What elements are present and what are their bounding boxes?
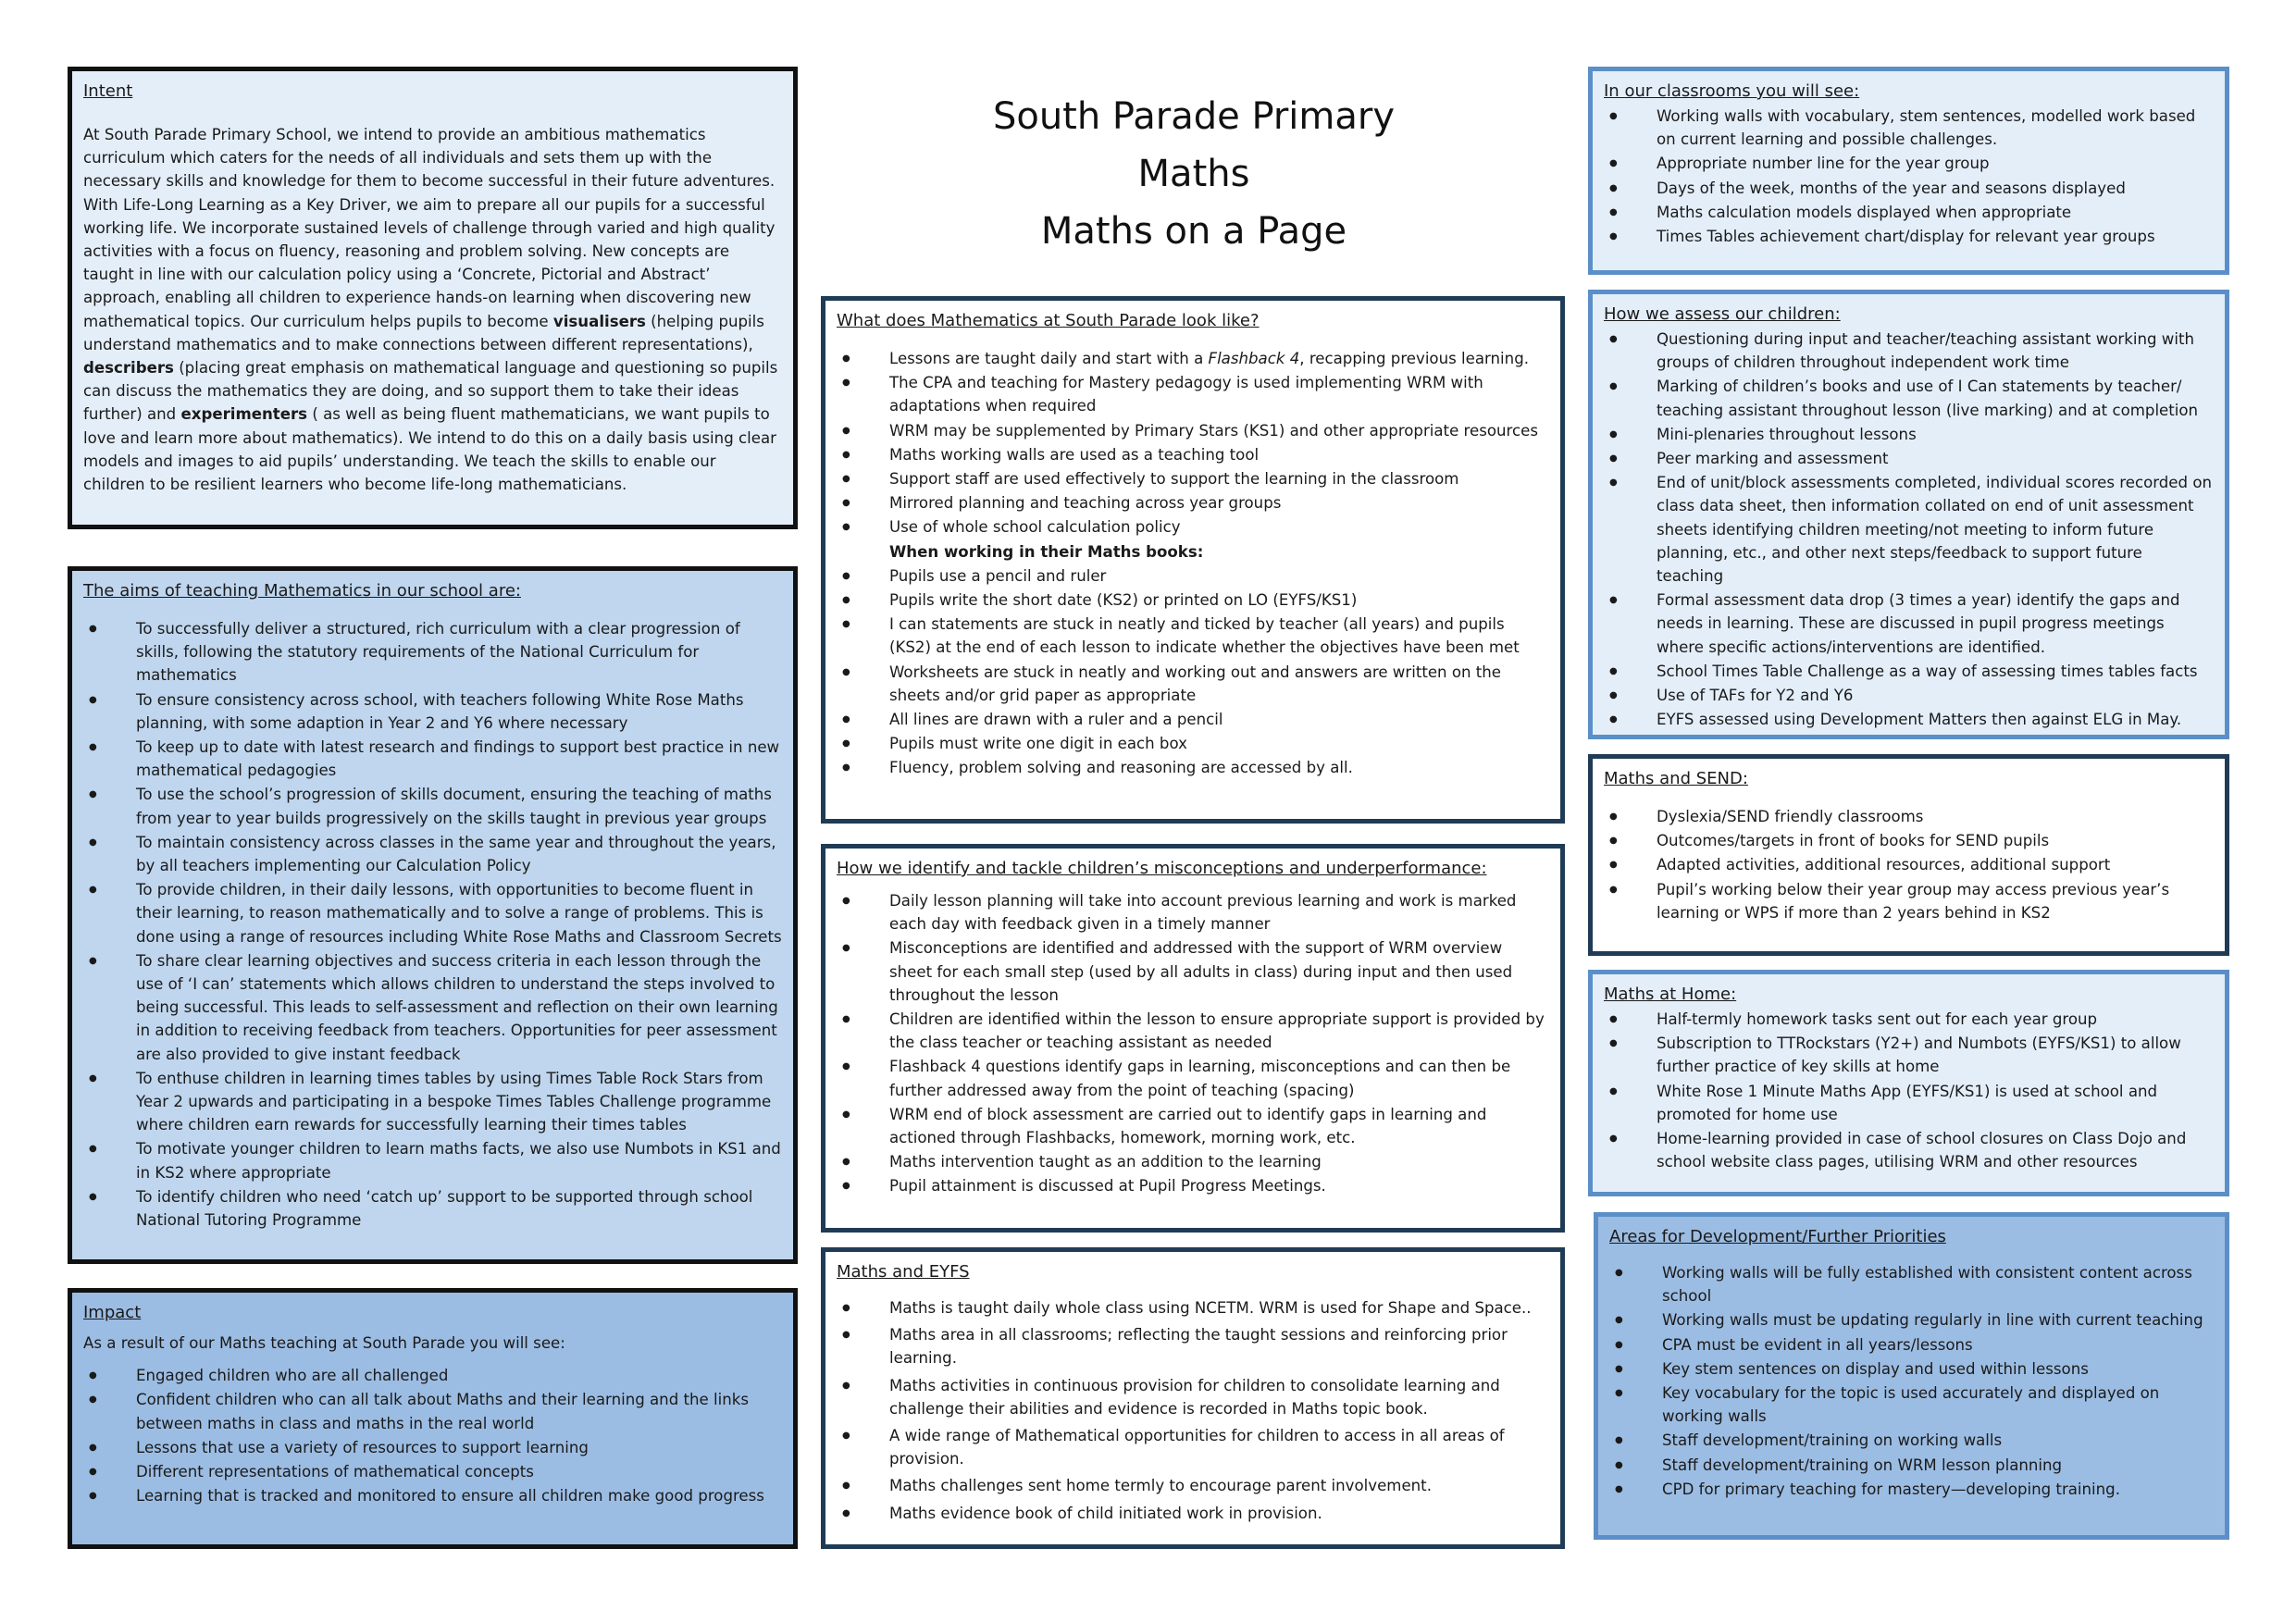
list-item: ● Maths working walls are used as a teaching tool: [837, 443, 1549, 466]
intent-visualisers: visualisers: [552, 312, 646, 330]
misconceptions-list: [837, 889, 1549, 1198]
list-item: ● Peer marking and assessment: [1604, 447, 2214, 470]
eyfs-list: [837, 1296, 1549, 1525]
list-item: ● Use of TAFs for Y2 and Y6: [1604, 684, 2214, 707]
list-item: ● Key vocabulary for the topic is used accurately and displayed on working walls: [1609, 1381, 2214, 1428]
impact-box: [68, 1288, 798, 1549]
development-list: [1609, 1261, 2214, 1501]
list-item: ● White Rose 1 Minute Maths App (EYFS/KS1) is used at school and promoted for home use: [1604, 1080, 2214, 1126]
list-item: ● Maths is taught daily whole class using NCETM. WRM is used for Shape and Space..: [837, 1296, 1549, 1319]
look-like-list: [837, 347, 1549, 780]
intent-seg4: ( as well as being fluent mathematicians, we want pupils to love and learn more about mathematics). We intend to do this on a daily basis using clear models and images to aid pupils’ understanding. We teach the skills to enable our children to be resilient learners who become life-long mathematicians.: [83, 405, 776, 494]
list-item: ● School Times Table Challenge as a way of assessing times tables facts: [1604, 660, 2214, 683]
flashback-term: Flashback 4: [1208, 350, 1300, 367]
list-item: ● I can statements are stuck in neatly and ticked by teacher (all years) and pupils (KS2) at the end of each lesson to indicate whether the objectives have been met: [837, 613, 1549, 659]
list-item: ● Key stem sentences on display and used within lessons: [1609, 1357, 2214, 1381]
list-item: ● To provide children, in their daily lessons, with opportunities to become fluent in their learning, to reason mathematically and to solve a range of problems. This is done using a range of resources including White Rose Maths and Classroom Secrets: [83, 878, 782, 948]
intent-describers: describers: [83, 359, 174, 378]
send-box: [1588, 754, 2229, 956]
list-item: ● Learning that is tracked and monitored to ensure all children make good progress: [83, 1484, 782, 1507]
list-item: ● Use of whole school calculation policy: [837, 515, 1549, 539]
list-item: ● CPD for primary teaching for mastery—developing training.: [1609, 1478, 2214, 1501]
look-like-first-post: , recapping previous learning.: [1299, 350, 1529, 367]
eyfs-box: [821, 1247, 1565, 1549]
list-item: ● Misconceptions are identified and addressed with the support of WRM overview sheet for each small step (used by all adults in class) during input and then used throughout the lesson: [837, 936, 1549, 1007]
list-item: ● Working walls will be fully established with consistent content across school: [1609, 1261, 2214, 1307]
list-item: ● Mirrored planning and teaching across year groups: [837, 491, 1549, 514]
classrooms-list: [1604, 105, 2214, 248]
list-item: ● Mini-plenaries throughout lessons: [1604, 423, 2214, 446]
intent-seg3: (placing great emphasis on mathematical language and questioning so pupils can discuss the mathematics they are doing, and so support them to take their ideas further) and: [83, 359, 778, 424]
misconceptions-heading: How we identify and tackle children’s misconceptions and underperformance:: [837, 859, 1487, 878]
list-item: ● Questioning during input and teacher/teaching assistant working with groups of children throughout independent work time: [1604, 328, 2214, 374]
list-item: ● Formal assessment data drop (3 times a year) identify the gaps and needs in learning. These are discussed in pupil progress meetings where specific actions/interventions are identified.: [1604, 588, 2214, 659]
list-item: ● End of unit/block assessments completed, individual scores recorded on class data sheet, then information collated on end of unit assessment sheets identifying children meeting/not meeting to inform future planning, etc., and other next steps/feedback to support future teaching: [1604, 471, 2214, 588]
misconceptions-box: [821, 844, 1565, 1233]
list-item: ● To ensure consistency across school, with teachers following White Rose Maths planning, with some adaption in Year 2 and Y6 where necessary: [83, 688, 782, 735]
list-item: ● Maths area in all classrooms; reflecting the taught sessions and reinforcing prior learning.: [837, 1323, 1549, 1369]
list-item: [837, 347, 1549, 370]
list-item: ● Days of the week, months of the year and seasons displayed: [1604, 177, 2214, 200]
list-item: ● Maths activities in continuous provision for children to consolidate learning and challenge their abilities and evidence is recorded in Maths topic book.: [837, 1374, 1549, 1420]
list-item: ● Children are identified within the lesson to ensure appropriate support is provided by the class teacher or teaching assistant as needed: [837, 1008, 1549, 1054]
page-title-block: [814, 88, 1573, 260]
school-name: South Parade Primary: [992, 95, 1396, 138]
look-like-box: [821, 296, 1565, 824]
list-item: ● Maths calculation models displayed when appropriate: [1604, 201, 2214, 224]
document-name: Maths on a Page: [1040, 210, 1347, 253]
aims-list: [83, 617, 782, 1232]
list-item: ● Different representations of mathematical concepts: [83, 1460, 782, 1483]
list-item: ● Staff development/training on working walls: [1609, 1429, 2214, 1452]
list-item: ● WRM end of block assessment are carried out to identify gaps in learning and actioned through Flashbacks, homework, morning work, etc.: [837, 1103, 1549, 1149]
list-item: ● The CPA and teaching for Mastery pedagogy is used implementing WRM with adaptations when required: [837, 371, 1549, 417]
list-item: ● All lines are drawn with a ruler and a pencil: [837, 708, 1549, 731]
list-item: ● Marking of children’s books and use of I Can statements by teacher/ teaching assistant throughout lesson (live marking) and at completion: [1604, 375, 2214, 421]
intent-box: [68, 67, 798, 529]
list-item: ● Times Tables achievement chart/display for relevant year groups: [1604, 225, 2214, 248]
list-item: ● Support staff are used effectively to support the learning in the classroom: [837, 467, 1549, 490]
list-item: ● Daily lesson planning will take into account previous learning and work is marked each day with feedback given in a timely manner: [837, 889, 1549, 935]
list-item: ● Working walls with vocabulary, stem sentences, modelled work based on current learning and possible challenges.: [1604, 105, 2214, 151]
list-item: ● EYFS assessed using Development Matters then against ELG in May.: [1604, 708, 2214, 731]
list-item: ● Appropriate number line for the year group: [1604, 152, 2214, 175]
list-item: ● To keep up to date with latest research and findings to support best practice in new mathematical pedagogies: [83, 736, 782, 782]
list-item: ● Pupil attainment is discussed at Pupil Progress Meetings.: [837, 1174, 1549, 1197]
intent-experimenters: experimenters: [180, 405, 308, 424]
send-list: [1604, 805, 2214, 924]
list-item: ● To maintain consistency across classes in the same year and throughout the years, by all teachers implementing our Calculation Policy: [83, 831, 782, 877]
list-item: ● Adapted activities, additional resources, additional support: [1604, 853, 2214, 876]
list-item: ● Engaged children who are all challenged: [83, 1364, 782, 1387]
list-item: ● Lessons that use a variety of resources to support learning: [83, 1436, 782, 1459]
list-item: ● CPA must be evident in all years/lessons: [1609, 1333, 2214, 1357]
list-item: ● Pupils write the short date (KS2) or printed on LO (EYFS/KS1): [837, 588, 1549, 612]
aims-box: [68, 566, 798, 1264]
home-heading: Maths at Home:: [1604, 985, 1737, 1004]
impact-intro: As a result of our Maths teaching at South Parade you will see:: [83, 1334, 565, 1352]
list-item: ● Dyslexia/SEND friendly classrooms: [1604, 805, 2214, 828]
look-like-first-pre: Lessons are taught daily and start with a: [889, 350, 1209, 367]
classrooms-box: [1588, 67, 2229, 275]
eyfs-heading: Maths and EYFS: [837, 1262, 970, 1282]
list-item: ● Pupils use a pencil and ruler: [837, 564, 1549, 588]
list-item: ● Maths intervention taught as an addition to the learning: [837, 1150, 1549, 1173]
development-heading: Areas for Development/Further Priorities: [1609, 1227, 1946, 1246]
list-item: ● Fluency, problem solving and reasoning are accessed by all.: [837, 756, 1549, 779]
list-item: ● Working walls must be updating regularly in line with current teaching: [1609, 1308, 2214, 1332]
development-box: [1594, 1212, 2229, 1540]
home-box: [1588, 970, 2229, 1196]
impact-list: [83, 1364, 782, 1507]
intent-seg1: At South Parade Primary School, we intend to provide an ambitious mathematics curriculum which caters for the needs of all individuals and sets them up with the necessary skills and knowledge for them to become successful in their future adventures. With Life-Long Learning as a Key Driver, we aim to prepare all our pupils for a successful working life. We incorporate sustained levels of challenge through varied and high quality activities with a focus on fluency, reasoning and problem solving. New concepts are taught in line with our calculation policy using a ‘Concrete, Pictorial and Abstract’ approach, enabling all children to experience hands-on learning when discovering new mathematical topics. Our curriculum helps pupils to become: [83, 126, 776, 330]
list-item: ● Half-termly homework tasks sent out for each year group: [1604, 1008, 2214, 1031]
list-item: ● Staff development/training on WRM lesson planning: [1609, 1454, 2214, 1477]
list-item: ● Maths challenges sent home termly to encourage parent involvement.: [837, 1474, 1549, 1497]
intent-text: [83, 123, 782, 496]
list-item: ● Subscription to TTRockstars (Y2+) and Numbots (EYFS/KS1) to allow further practice of key skills at home: [1604, 1032, 2214, 1078]
assess-list: [1604, 328, 2214, 731]
intent-heading: Intent: [83, 81, 133, 101]
list-item: ● Worksheets are stuck in neatly and working out and answers are written on the sheets and/or grid paper as appropriate: [837, 661, 1549, 707]
look-like-heading: What does Mathematics at South Parade look like?: [837, 311, 1260, 330]
assess-box: [1588, 290, 2229, 739]
aims-heading: The aims of teaching Mathematics in our school are:: [83, 581, 521, 601]
list-item: ● Pupil’s working below their year group may access previous year’s learning or WPS if more than 2 years behind in KS2: [1604, 878, 2214, 924]
list-item: ● Outcomes/targets in front of books for SEND pupils: [1604, 829, 2214, 852]
list-item: ● WRM may be supplemented by Primary Stars (KS1) and other appropriate resources: [837, 419, 1549, 442]
subject-name: Maths: [1137, 153, 1250, 195]
list-item: ● To identify children who need ‘catch up’ support to be supported through school National Tutoring Programme: [83, 1185, 782, 1232]
list-item: ● To enthuse children in learning times tables by using Times Table Rock Stars from Year 2 upwards and participating in a bespoke Times Tables Challenge programme where children earn rewards for successfully learning their times tables: [83, 1067, 782, 1137]
list-item: ● To use the school’s progression of skills document, ensuring the teaching of maths from year to year builds progressively on the skills taught in previous year groups: [83, 783, 782, 829]
list-item: ● To share clear learning objectives and success criteria in each lesson through the use of ‘I can’ statements which allows children to understand the steps involved to being successful. This leads to self-assessment and reflection on their own learning in addition to receiving feedback from teachers. Opportunities for peer assessment are also provided to give instant feedback: [83, 949, 782, 1066]
list-item: ● Home-learning provided in case of school closures on Class Dojo and school website class pages, utilising WRM and other resources: [1604, 1127, 2214, 1173]
list-item: ● To motivate younger children to learn maths facts, we also use Numbots in KS1 and in KS2 where appropriate: [83, 1137, 782, 1183]
intent-seg2: (helping pupils understand mathematics and to make connections between different representations),: [83, 312, 764, 353]
list-item: ● Confident children who can all talk about Maths and their learning and the links between maths in class and maths in the real world: [83, 1388, 782, 1434]
list-item: ● A wide range of Mathematical opportunities for children to access in all areas of provision.: [837, 1424, 1549, 1470]
assess-heading: How we assess our children:: [1604, 304, 1841, 324]
list-item: ● Flashback 4 questions identify gaps in learning, misconceptions and can then be further addressed away from the point of teaching (spacing): [837, 1055, 1549, 1101]
send-heading: Maths and SEND:: [1604, 769, 1748, 788]
list-item: ● To successfully deliver a structured, rich curriculum with a clear progression of skills, following the statutory requirements of the National Curriculum for mathematics: [83, 617, 782, 688]
list-item: ● Maths evidence book of child initiated work in provision.: [837, 1502, 1549, 1525]
list-item: ● Pupils must write one digit in each box: [837, 732, 1549, 755]
impact-heading: Impact: [83, 1303, 142, 1322]
classrooms-heading: In our classrooms you will see:: [1604, 81, 1860, 101]
books-subheading: When working in their Maths books:: [889, 542, 1204, 561]
home-list: [1604, 1008, 2214, 1173]
